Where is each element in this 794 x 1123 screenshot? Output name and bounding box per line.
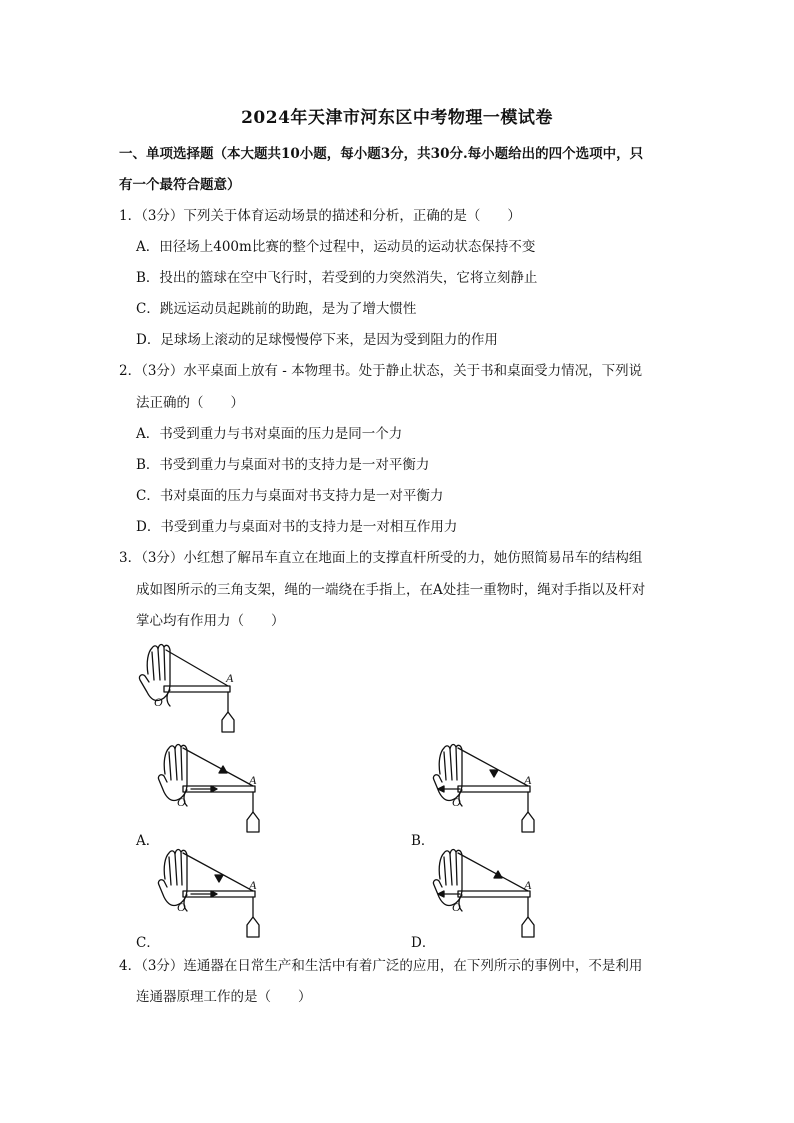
point-o-label: O [452,900,461,914]
question-3-option-a-label: A． [136,833,160,849]
arrow-icon [490,770,498,777]
point-o-label: O [177,795,186,809]
question-3-main-figure [130,640,250,740]
question-3-stem-line1: 3．（3分）小红想了解吊车直立在地面上的支撑直杆所受的力，她仿照简易吊车的结构组 [119,550,643,566]
arrow-icon [211,786,217,792]
question-2-option-a: A．书受到重力与书对桌面的压力是同一个力 [136,426,403,442]
arrow-icon [219,766,227,773]
question-3-option-b-label: B． [411,833,435,849]
question-3-option-c-label: C． [136,935,160,951]
question-1-stem: 1．（3分）下列关于体育运动场景的描述和分析，正确的是（ ） [119,208,521,224]
question-1-option-a: A．田径场上400m比赛的整个过程中，运动员的运动状态保持不变 [136,239,536,255]
question-1-option-c: C．跳远运动员起跳前的助跑，是为了增大惯性 [136,301,417,317]
question-3-option-b-figure [430,740,540,840]
point-a-label: A [226,671,234,685]
section-heading-line2: 有一个最符合题意） [119,177,241,193]
arrow-icon [494,871,502,878]
weight [222,712,234,732]
question-3-option-c-figure [155,845,265,945]
point-o-label: O [154,695,163,709]
point-o-label: O [452,795,461,809]
page-title: 2024年天津市河东区中考物理一模试卷 [241,108,553,128]
question-2-option-b: B．书受到重力与桌面对书的支持力是一对平衡力 [136,457,430,473]
question-2-option-d: D．书受到重力与桌面对书的支持力是一对相互作用力 [136,519,458,535]
question-3-option-d-figure [430,845,540,945]
section-heading-line1: 一、单项选择题（本大题共10小题，每小题3分，共30分.每小题给出的四个选项中，只 [119,146,644,162]
arrow-icon [215,875,223,882]
question-2-option-c: C．书对桌面的压力与桌面对书支持力是一对平衡力 [136,488,444,504]
point-a-label: A [249,878,257,892]
question-4-stem-line2: 连通器原理工作的是（ ） [136,989,312,1005]
rod [164,686,230,692]
question-2-stem-line1: 2．（3分）水平桌面上放有 - 本物理书。处于静止状态，关于书和桌面受力情况，下列说 [119,363,643,379]
question-3-option-d-label: D． [411,935,436,951]
question-1-option-b: B．投出的篮球在空中飞行时，若受到的力突然消失，它将立刻静止 [136,270,538,286]
question-1-option-d: D．足球场上滚动的足球慢慢停下来，是因为受到阻力的作用 [136,332,498,348]
question-3-option-a-figure [155,740,265,840]
point-o-label: O [177,900,186,914]
question-3-stem-line2: 成如图所示的三角支架，绳的一端绕在手指上，在A处挂一重物时，绳对手指以及杆对 [136,582,646,598]
rope [166,650,228,686]
point-a-label: A [249,773,257,787]
point-a-label: A [524,773,532,787]
point-a-label: A [524,878,532,892]
question-3-stem-line3: 掌心均有作用力（ ） [136,613,285,629]
question-2-stem-line2: 法正确的（ ） [136,395,244,411]
arrow-icon [211,891,217,897]
question-4-stem-line1: 4．（3分）连通器在日常生产和生活中有着广泛的应用，在下列所示的事例中，不是利用 [119,958,643,974]
